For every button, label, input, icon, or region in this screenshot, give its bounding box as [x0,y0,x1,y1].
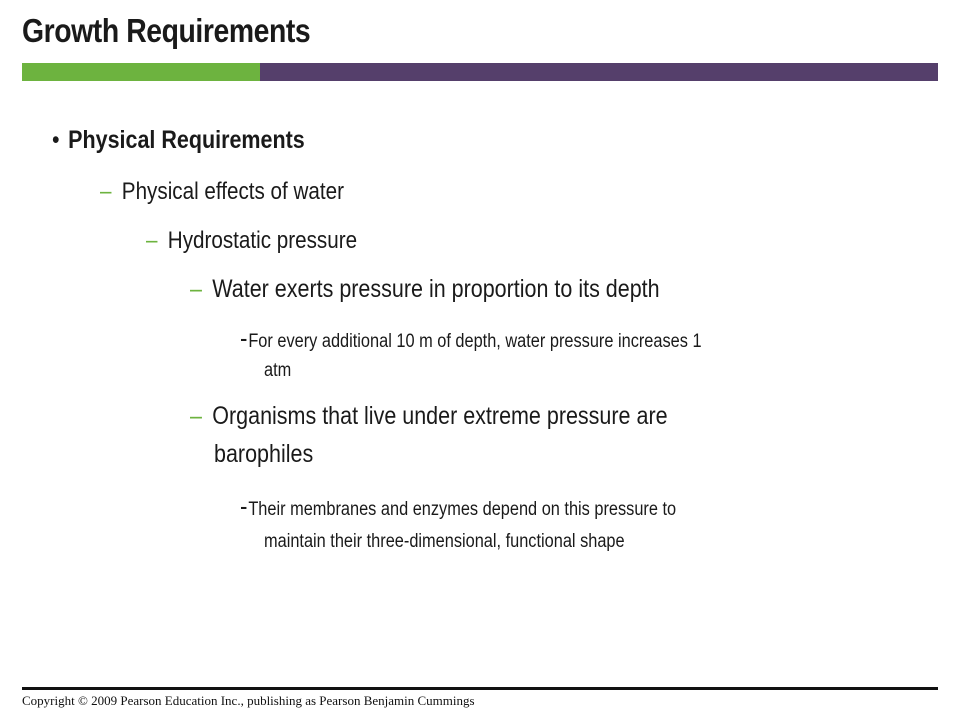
hyphen-icon: - [240,323,248,353]
hyphen-icon: - [240,491,248,521]
subitem-text: Water exerts pressure in proportion to its depth [212,275,660,303]
dash-icon: – [190,402,202,430]
bullet-physical-requirements [52,126,305,155]
dash-icon: – [146,227,158,254]
subitem-text: Physical effects of water [121,178,344,205]
note-depth-pressure-continued: atm [264,360,292,381]
note-text: Their membranes and enzymes depend on this pressure to [248,499,677,520]
subitem-physical-effects [100,178,344,206]
subitem-water-pressure [190,275,660,304]
slide-title: Growth Requirements [22,12,311,49]
note-membranes-enzymes-continued: maintain their three-dimensional, functional shape [264,531,625,552]
subitem-text: Hydrostatic pressure [167,227,358,254]
subitem-barophiles [190,402,668,431]
dash-icon: – [190,275,202,303]
note-membranes-enzymes [240,491,676,522]
footer-copyright: Copyright © 2009 Pearson Education Inc., publishing as Pearson Benjamin Cummings [22,693,475,708]
title-accent-bar-green [22,63,260,81]
note-text: For every additional 10 m of depth, water pressure increases 1 [248,331,702,352]
bullet-heading-text: Physical Requirements [68,126,305,154]
subitem-hydrostatic-pressure [146,227,357,255]
footer-divider [22,687,938,690]
subitem-text: Organisms that live under extreme pressure are [212,402,668,430]
bullet-icon: • [52,126,60,154]
dash-icon: – [100,178,112,205]
title-accent-bar-purple [260,63,938,81]
note-depth-pressure [240,323,702,354]
subitem-barophiles-continued: barophiles [214,440,314,468]
